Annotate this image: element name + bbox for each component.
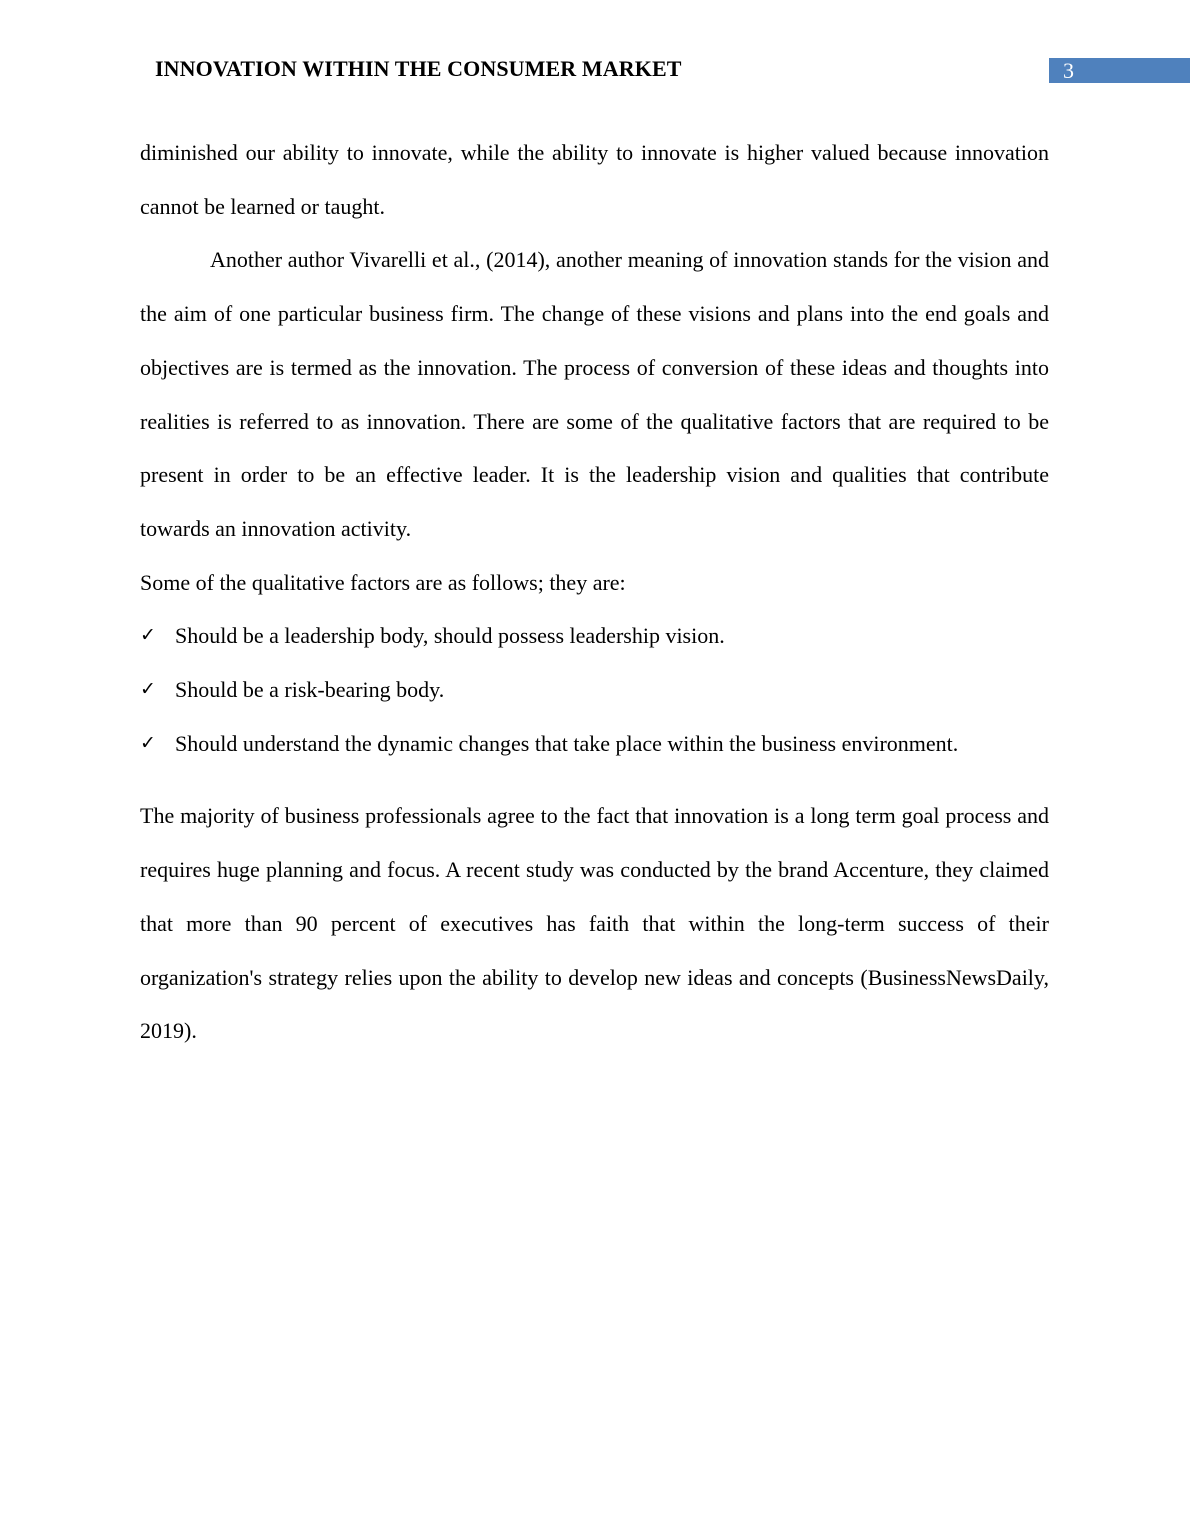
- list-item-text: Should understand the dynamic changes that take place within the business environment.: [175, 730, 959, 756]
- list-item: [140, 663, 1049, 717]
- paragraph-accenture-study: The majority of business professionals agree to the fact that innovation is a long term goal process and requires huge planning and focus. A recent study was conducted by the brand Accenture, they claimed that more than 90 percent of executives has faith that within the long-term success of their organization's strategy relies upon the ability to develop new ideas and concepts (BusinessNewsDaily, 2019).: [140, 803, 1049, 1044]
- qualitative-factors-list: [140, 609, 1049, 770]
- paragraph-continuation: diminished our ability to innovate, while the ability to innovate is higher valued because innovation cannot be learned or taught.: [140, 140, 1049, 219]
- page-number: 3: [1063, 58, 1074, 83]
- list-item-text: Should be a risk-bearing body.: [175, 677, 445, 703]
- check-mark-icon: ✓: [140, 678, 156, 701]
- list-spacer: [140, 770, 1049, 789]
- page-number-badge: [1049, 58, 1190, 83]
- list-item: [140, 609, 1049, 663]
- document-body: [140, 126, 1049, 1058]
- check-mark-icon: ✓: [140, 731, 156, 754]
- running-head: INNOVATION WITHIN THE CONSUMER MARKET: [155, 56, 682, 81]
- list-intro: Some of the qualitative factors are as follows; they are:: [140, 569, 626, 595]
- list-item-text: Should be a leadership body, should possess leadership vision.: [175, 623, 725, 649]
- paragraph-innovation-meaning: Another author Vivarelli et al., (2014), another meaning of innovation stands for the vision and the aim of one particular business firm. The change of these visions and plans into the end goals and objectives are is termed as the innovation. The process of conversion of these ideas and thoughts into realities is referred to as innovation. There are some of the qualitative factors that are required to be present in order to be an effective leader. It is the leadership vision and qualities that contribute towards an innovation activity.: [140, 247, 1049, 541]
- check-mark-icon: ✓: [140, 624, 156, 647]
- list-item: [140, 717, 1049, 771]
